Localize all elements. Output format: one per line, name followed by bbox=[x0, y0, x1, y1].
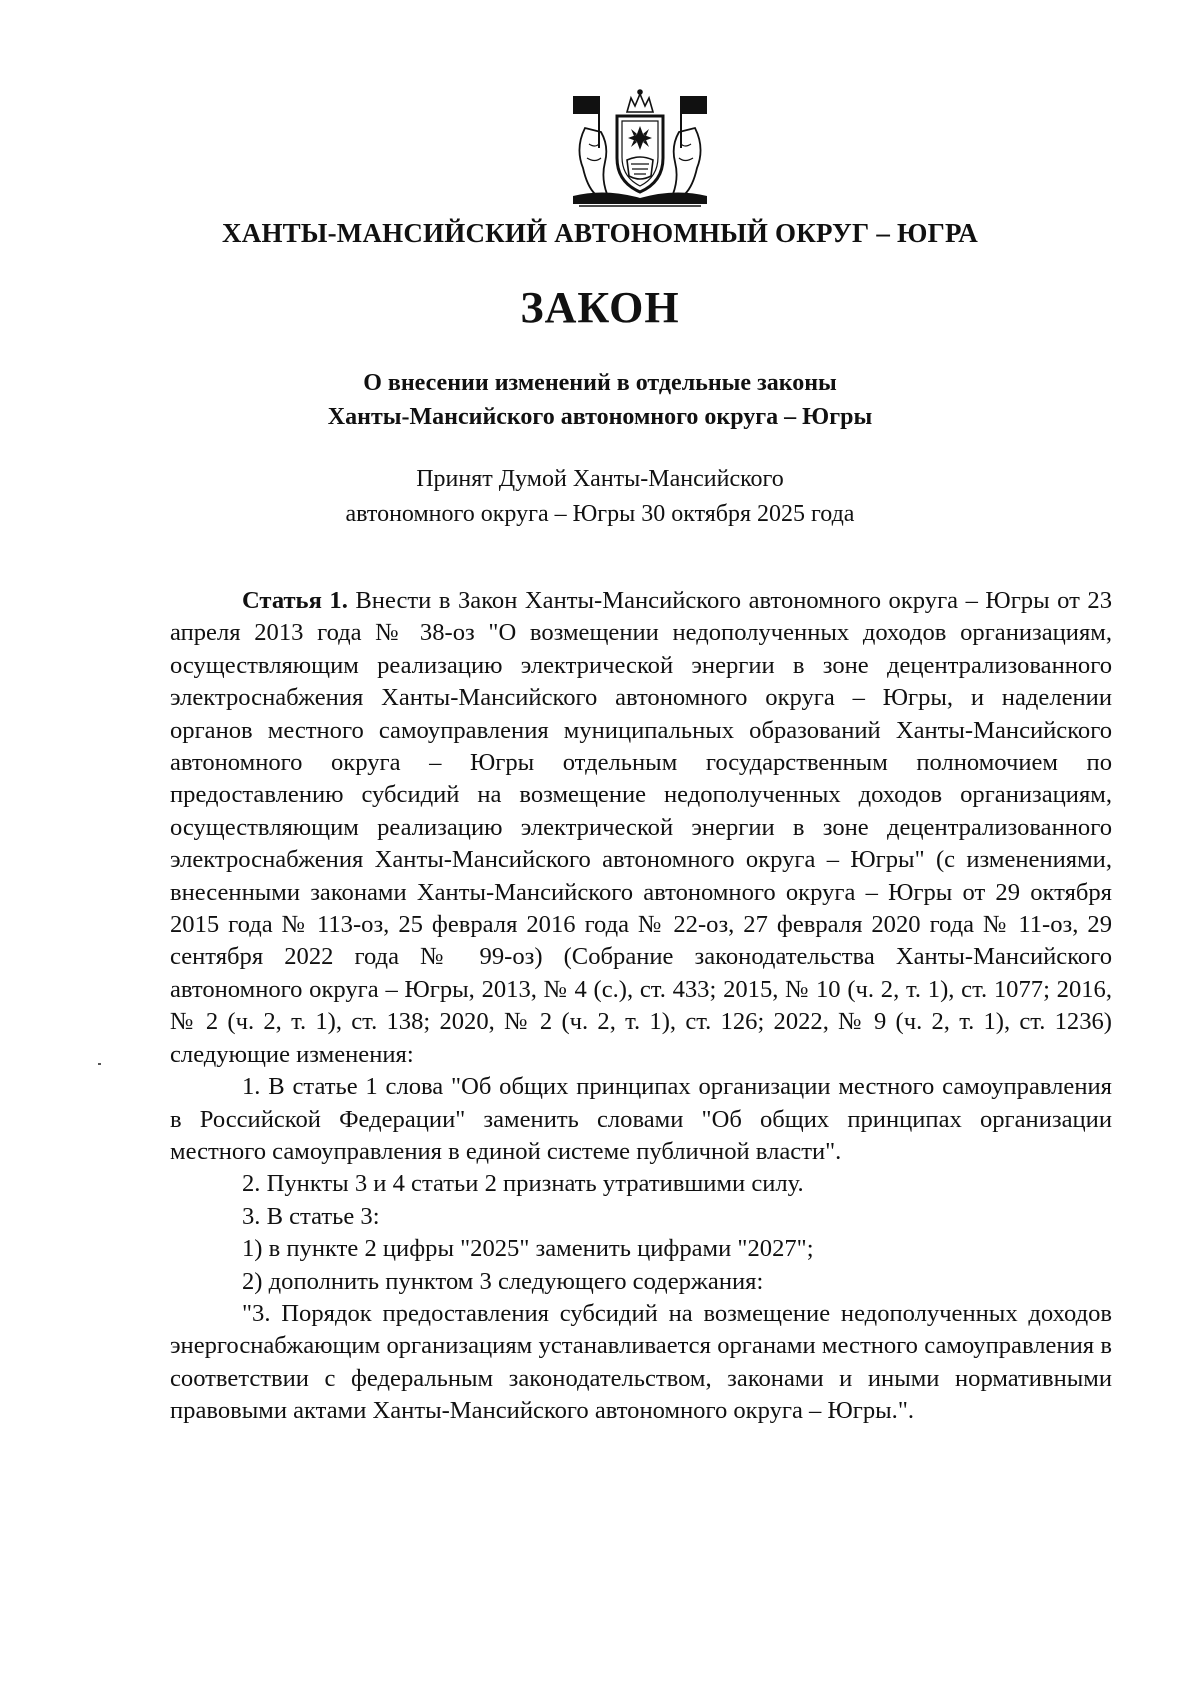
coat-of-arms-emblem bbox=[565, 88, 715, 213]
region-name: ХАНТЫ-МАНСИЙСКИЙ АВТОНОМНЫЙ ОКРУГ – ЮГРА bbox=[222, 218, 978, 248]
subject-line-1: О внесении изменений в отдельные законы bbox=[363, 370, 837, 396]
article-item: "3. Порядок предоставления субсидий на возмещение недополученных доходов энергоснабжающим организациям устанавливается органами местного самоуправления в соответствии с федеральным законодательством, законами и иными нормативными правовыми актами Ханты-Мансийского автономного округа – Югры.". bbox=[170, 1299, 1112, 1425]
article-item: 3. В статье 3: bbox=[242, 1202, 380, 1230]
article-1-intro-paragraph bbox=[170, 585, 1112, 1071]
document-type-title: ЗАКОН bbox=[520, 283, 680, 332]
adoption-line-2: автономного округа – Югры 30 октября 2025 года bbox=[345, 501, 855, 527]
article-1 bbox=[170, 585, 1112, 1428]
article-item: 1) в пункте 2 цифры "2025" заменить цифрами "2027"; bbox=[242, 1235, 814, 1263]
margin-mark bbox=[98, 1063, 101, 1065]
article-item: 2) дополнить пунктом 3 следующего содержания: bbox=[242, 1267, 764, 1295]
subject-line-2: Ханты-Мансийского автономного округа – Югры bbox=[327, 404, 873, 430]
adoption-note bbox=[0, 462, 1200, 532]
law-subject bbox=[0, 366, 1200, 434]
article-intro-text: Внести в Закон Ханты-Мансийского автономного округа – Югры от 23 апреля 2013 года № 38-оз "О возмещении недополученных доходов организациям, осуществляющим реализацию электрической энергии в зоне децентрализованного электроснабжения Ханты-Мансийского автономного округа – Югры, и наделении органов местного самоуправления муниципальных образований Ханты-Мансийского автономного округа – Югры отдельным государственным полномочием по предоставлению субсидий на возмещение недополученных доходов организациям, осуществляющим реализацию электрической энергии в зоне децентрализованного электроснабжения Ханты-Мансийского автономного округа – Югры" (с изменениями, внесенными законами Ханты-Мансийского автономного округа – Югры от 29 октября 2015 года № 113-оз, 25 февраля 2016 года № 22-оз, 27 февраля 2020 года № 11-оз, 29 сентября 2022 года № 99-оз) (Собрание законодательства Ханты-Мансийского автономного округа – Югры, 2013, № 4 (с.), ст. 433; 2015, № 10 (ч. 2, т. 1), ст. 1077; 2016, № 2 (ч. 2, т. 1), ст. 138; 2020, № 2 (ч. 2, т. 1), ст. 126; 2022, № 9 (ч. 2, т. 1), ст. 1236) следующие изменения: bbox=[170, 587, 1112, 1068]
article-heading: Статья 1. bbox=[242, 587, 348, 614]
adoption-line-1: Принят Думой Ханты-Мансийского bbox=[416, 466, 784, 492]
article-item: 1. В статье 1 слова "Об общих принципах организации местного самоуправления в Российской Федерации" заменить словами "Об общих принципах организации местного самоуправления в единой системе публичной власти". bbox=[170, 1073, 1112, 1165]
article-item: 2. Пункты 3 и 4 статьи 2 признать утратившими силу. bbox=[242, 1170, 804, 1198]
